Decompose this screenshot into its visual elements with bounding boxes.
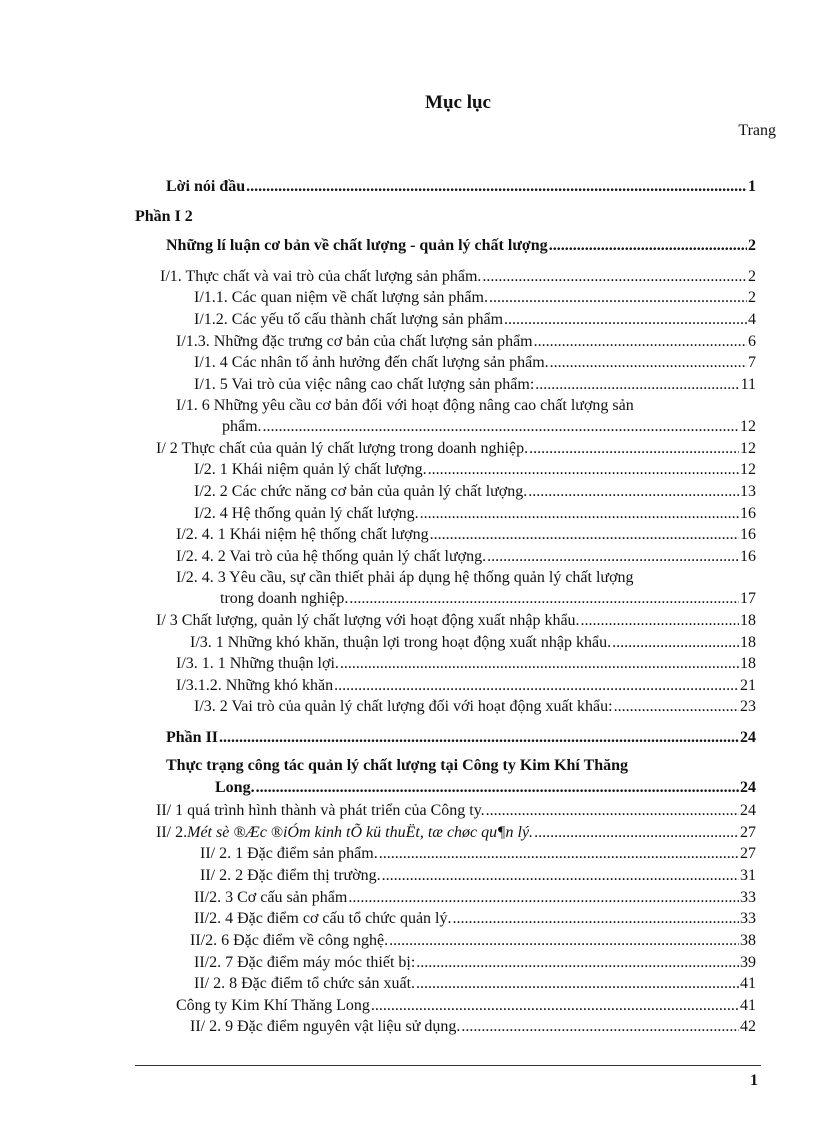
toc-entry[interactable] [166,727,756,748]
toc-entry-text: I/2. 4. 3 Yêu cầu, sự cần thiết phải áp dụng hệ thống quản lý chất lượng [176,569,634,586]
toc-leader-dots [246,176,747,197]
toc-page-number: 33 [740,889,756,906]
toc-entry-text: trong doanh nghiệp. [220,590,349,607]
toc-leader-dots [528,481,739,502]
toc-entry-text: II/ 2. 8 Đặc điểm tổ chức sản xuất. [194,975,416,992]
toc-leader-dots [482,266,747,287]
toc-leader-dots [334,675,739,696]
toc-entry[interactable] [200,865,756,886]
toc-leader-dots [489,287,747,308]
toc-entry[interactable] [135,206,193,227]
toc-entry[interactable] [166,755,756,776]
toc-page-number: 24 [740,779,756,796]
toc-entry-text: II/2. 4 Đặc điểm cơ cấu tổ chức quản lý. [194,910,452,927]
toc-page-number: 23 [740,698,756,715]
toc-leader-dots [382,865,739,886]
toc-page-number: 12 [740,461,756,478]
footer-divider [135,1065,761,1066]
toc-leader-dots [349,588,739,609]
toc-leader-dots [263,416,739,437]
toc-entry-continuation[interactable] [220,588,756,609]
toc-page-number: 39 [740,954,756,971]
toc-page-number: 18 [740,655,756,672]
toc-entry-text: I/3. 1 Những khó khăn, thuận lợi trong hoạt động xuất nhập khẩu. [190,634,612,651]
toc-entry[interactable] [166,176,756,197]
toc-leader-dots [389,930,739,951]
toc-leader-dots [416,952,739,973]
toc-entry-continuation[interactable] [215,777,756,798]
toc-entry[interactable] [156,438,756,459]
toc-entry-text: I/1. 6 Những yêu cầu cơ bản đối với hoạt động nâng cao chất lượng sản [176,397,634,414]
page-number: 1 [750,1072,758,1089]
toc-page-number: 2 [748,237,756,254]
toc-entry[interactable] [156,822,756,843]
toc-entry-text: I/1.1. Các quan niệm về chất lượng sản phẩm. [194,289,488,306]
toc-entry[interactable] [176,524,756,545]
toc-entry[interactable] [160,266,756,287]
toc-page-number: 18 [740,612,756,629]
toc-leader-dots [452,908,739,929]
toc-entry[interactable] [190,930,756,951]
toc-entry[interactable] [194,696,756,717]
toc-entry[interactable] [176,653,756,674]
toc-page-number: 33 [740,910,756,927]
toc-page-number: 12 [740,440,756,457]
toc-entry[interactable] [194,908,756,929]
toc-entry[interactable] [176,395,756,416]
toc-leader-dots [535,374,739,395]
toc-entry-text: I/1.2. Các yếu tố cấu thành chất lượng sản phẩm [194,311,504,328]
toc-leader-dots [581,610,739,631]
toc-leader-dots [534,331,747,352]
toc-entry-text: I/1. 4 Các nhân tố ảnh hưởng đến chất lượng sản phẩm. [194,354,549,371]
toc-entry[interactable] [194,309,756,330]
toc-entry-text: I/ 2 Thực chất của quản lý chất lượng trong doanh nghiệp. [156,440,529,457]
toc-leader-dots [379,843,739,864]
toc-leader-dots [340,653,739,674]
toc-page-number: 41 [740,997,756,1014]
toc-entry[interactable] [176,995,756,1016]
toc-entry-text: I/3.1.2. Những khó khăn [176,677,334,694]
toc-entry-text: II/ 2. 1 Đặc điểm sản phẩm. [200,845,378,862]
toc-page-number: 24 [740,802,756,819]
toc-entry[interactable] [190,632,756,653]
toc-page-number: 1 [748,178,756,195]
toc-entry-text: Những lí luận cơ bản về chất lượng - quản lý chất lượng [166,237,548,254]
toc-leader-dots [487,546,739,567]
toc-page-number: 12 [740,418,756,435]
toc-entry-text: II/ 1 quá trình hình thành và phát triển của Công ty. [156,802,485,819]
toc-entry[interactable] [194,973,756,994]
toc-page-number: 27 [740,824,756,841]
toc-entry-text: II/2. 7 Đặc điểm máy móc thiết bị: [194,954,416,971]
toc-entry-text: I/3. 2 Vai trò của quản lý chất lượng đối với hoạt động xuất khẩu: [194,698,613,715]
toc-leader-dots [504,309,747,330]
toc-entry[interactable] [194,503,756,524]
toc-entry-text: I/1. Thực chất và vai trò của chất lượng sản phẩm. [160,268,482,285]
toc-entry[interactable] [176,567,756,588]
toc-leader-dots [348,887,739,908]
toc-page-number: 6 [748,333,756,350]
toc-entry[interactable] [194,459,756,480]
toc-leader-dots [549,235,747,256]
toc-entry-text: I/2. 4. 2 Vai trò của hệ thống quản lý chất lượng. [176,548,487,565]
toc-page-number: 11 [740,376,756,393]
toc-entry[interactable] [156,610,756,631]
toc-leader-dots [461,1016,739,1037]
toc-entry-text: Long. [215,779,255,796]
toc-entry-text: I/1. 5 Vai trò của việc nâng cao chất lượng sản phẩm: [194,376,535,393]
toc-leader-dots [371,995,739,1016]
toc-leader-dots [529,438,739,459]
page-title: Mục lục [425,92,491,113]
toc-entry-text: Công ty Kim Khí Thăng Long [176,997,370,1014]
toc-page-number: 41 [740,975,756,992]
toc-page-number: 4 [748,311,756,328]
toc-entry-text: phẩm. [222,418,262,435]
toc-entry[interactable] [194,374,756,395]
toc-entry-continuation[interactable] [222,416,756,437]
toc-leader-dots [430,524,739,545]
toc-entry-text: Lời nói đầu [166,178,246,195]
toc-entry[interactable] [176,675,756,696]
toc-leader-dots [614,696,739,717]
toc-entry[interactable] [156,800,756,821]
toc-leader-dots [612,632,739,653]
toc-entry-text: II/2. 3 Cơ cấu sản phẩm [194,889,348,906]
toc-page-number: 24 [740,729,756,746]
toc-leader-dots [219,727,739,748]
toc-entry[interactable] [194,481,756,502]
toc-leader-dots [416,973,739,994]
toc-entry-text: II/2. 6 Đặc điểm về công nghệ. [190,932,389,949]
toc-entry-text: I/2. 1 Khái niệm quản lý chất lượng. [194,461,427,478]
toc-leader-dots [486,800,739,821]
toc-entry[interactable] [200,843,756,864]
toc-page-number: 42 [740,1018,756,1035]
toc-entry[interactable] [190,1016,756,1037]
toc-entry-text: I/ 3 Chất lượng, quản lý chất lượng với hoạt động xuất nhập khẩu. [156,612,580,629]
toc-entry-text: I/2. 2 Các chức năng cơ bản của quản lý chất lượng. [194,483,528,500]
toc-page-number: 27 [740,845,756,862]
toc-entry[interactable] [194,952,756,973]
toc-entry[interactable] [194,287,756,308]
toc-page-number: 21 [740,677,756,694]
toc-entry[interactable] [194,887,756,908]
toc-leader-dots [550,352,747,373]
toc-page-number: 31 [740,867,756,884]
page-column-label: Trang [738,122,776,139]
toc-page-number: 18 [740,634,756,651]
toc-leader-dots [256,777,739,798]
toc-entry-text: II/ 2. 9 Đặc điểm nguyên vật liệu sử dụng. [190,1018,461,1035]
toc-page-number: 16 [740,505,756,522]
toc-page-number: 2 [748,268,756,285]
toc-entry-text: I/3. 1. 1 Những thuận lợi. [176,655,339,672]
toc-entry[interactable] [194,352,756,373]
toc-leader-dots [428,459,739,480]
toc-entry[interactable] [176,331,756,352]
toc-entry[interactable] [176,546,756,567]
toc-entry-text: Thực trạng công tác quản lý chất lượng tại Công ty Kim Khí Thăng [166,757,629,774]
toc-entry-text: Phần I 2 [135,208,193,225]
toc-entry-text: II/ 2. [156,824,188,841]
toc-page-number: 17 [740,590,756,607]
toc-entry-text: I/2. 4 Hệ thống quản lý chất lượng. [194,505,419,522]
toc-entry-text: I/1.3. Những đặc trưng cơ bản của chất lượng sản phẩm [176,333,533,350]
toc-entry-italic-text: Mét sè ®Æc ®iÓm kinh tÕ kü thuËt, tæ chøc qu¶n lý. [187,824,534,841]
toc-page-number: 13 [740,483,756,500]
toc-entry[interactable] [166,235,756,256]
toc-leader-dots [420,503,739,524]
toc-page-number: 16 [740,526,756,543]
toc-entry-text: I/2. 4. 1 Khái niệm hệ thống chất lượng [176,526,429,543]
toc-entry-text: Phần II [166,729,219,746]
toc-page-number: 7 [748,354,756,371]
toc-page-number: 2 [748,289,756,306]
toc-page-number: 16 [740,548,756,565]
toc-page-number: 38 [740,932,756,949]
toc-leader-dots [534,822,739,843]
toc-entry-text: II/ 2. 2 Đặc điểm thị trường. [200,867,381,884]
